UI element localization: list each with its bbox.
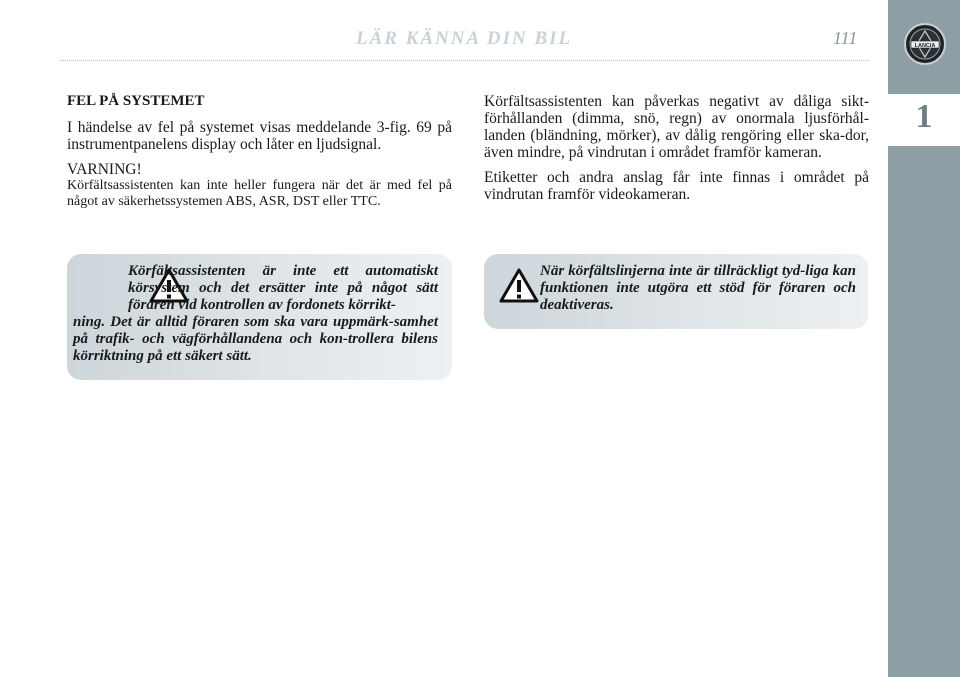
fault-paragraph: I händelse av fel på systemet visas meddelande 3-fig. 69 på instrumentpanelens display och låter en ljudsignal. bbox=[67, 119, 452, 153]
visibility-paragraph: Körfältsassistenten kan påverkas negativt av dåliga sikt-förhållanden (dimma, snö, regn) av onormala ljusförhål-landen (bländning, mörker), av dålig rengöring eller ska-dor, även mindre, på vindrutan i området framför kameran. bbox=[484, 93, 869, 161]
warning-triangle-icon bbox=[499, 268, 539, 304]
logo-text: LANCIA bbox=[914, 43, 936, 49]
warning-box-text-bottom: ning. Det är alltid föraren som ska vara uppmärk-samhet på trafik- och vägförhållandena och kon-trollera bilens körriktning på ett säkert sätt. bbox=[73, 314, 438, 364]
chapter-number: 1 bbox=[915, 98, 933, 135]
warning-box-text-top: Körfältsassistenten är inte ett automatiskt körsystem och det ersätter inte på något sätt föraren vid kontrollen av fordonets körrikt- bbox=[128, 263, 438, 313]
header-divider bbox=[60, 60, 868, 62]
warning-box-text: När körfältslinjerna inte är tillräckligt tyd-liga kan funktionen inte utgöra ett stöd för föraren och deaktiveras. bbox=[540, 263, 856, 313]
page-number: 111 bbox=[833, 28, 858, 48]
page-header-title: LÄR KÄNNA DIN BIL bbox=[356, 28, 573, 49]
lancia-logo-icon bbox=[903, 22, 947, 66]
warning-text: Körfältsassistenten kan inte heller fungera när det är med fel på något av säkerhetssystemen ABS, ASR, DST eller TTC. bbox=[67, 178, 452, 209]
warning-box-lane-markings bbox=[484, 254, 868, 329]
right-column bbox=[484, 93, 869, 211]
section-heading: FEL PÅ SYSTEMET bbox=[67, 93, 205, 109]
warning-box-driver-responsibility bbox=[67, 254, 452, 380]
labels-paragraph: Etiketter och andra anslag får inte finnas i området på vindrutan framför videokameran. bbox=[484, 169, 869, 203]
left-column bbox=[67, 93, 452, 218]
warning-label: VARNING! bbox=[67, 161, 142, 178]
